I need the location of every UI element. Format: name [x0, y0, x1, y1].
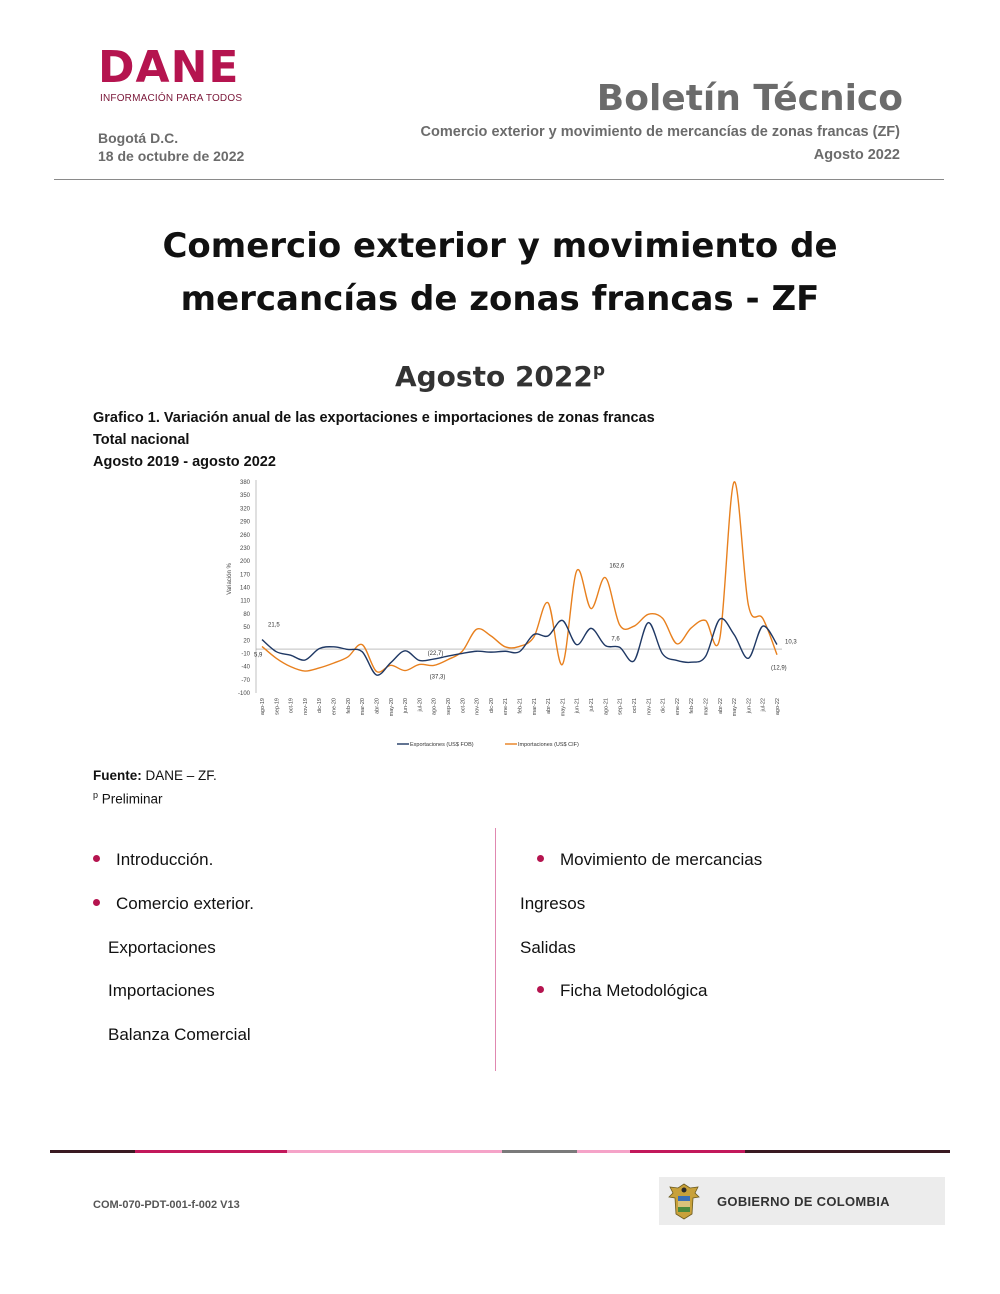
y-tick-label: -10	[241, 651, 250, 658]
x-tick-label: oct-20	[460, 698, 467, 714]
x-tick-label: nov-19	[302, 698, 309, 715]
x-tick-label: ene-20	[331, 698, 338, 716]
footer-bar-segment	[630, 1150, 745, 1153]
dane-logo-tagline: INFORMACIÓN PARA TODOS	[100, 93, 243, 104]
x-tick-label: jul-21	[589, 698, 596, 712]
bulletin-subtitle: Comercio exterior y movimiento de mercancías de zonas francas (ZF)	[420, 124, 900, 140]
x-tick-label: ago-21	[603, 698, 610, 716]
toc-item-label: Ficha Metodológica	[560, 981, 708, 1000]
y-tick-label: -100	[237, 691, 250, 697]
legend-label: Exportaciones (US$ FOB)	[410, 742, 474, 748]
x-tick-label: sep-19	[274, 698, 281, 715]
data-label: 10,3	[785, 639, 797, 646]
footer-bar-segment	[135, 1150, 287, 1153]
x-tick-label: oct-21	[631, 698, 638, 714]
preliminary-sup: p	[93, 790, 99, 800]
source-note	[93, 768, 217, 783]
y-tick-label: 380	[239, 480, 250, 486]
footer-bar-segment	[745, 1150, 950, 1153]
x-tick-label: ene-21	[503, 698, 510, 716]
period-title-text: Agosto 2022	[394, 360, 593, 393]
y-tick-label: 230	[239, 545, 250, 552]
toc-item[interactable]	[537, 850, 762, 870]
x-tick-label: mar-21	[531, 698, 538, 716]
x-tick-label: dic-20	[488, 698, 495, 713]
bullet-icon	[537, 855, 544, 862]
y-tick-label: 140	[239, 585, 250, 592]
page-title	[100, 220, 900, 326]
toc-item-label: Balanza Comercial	[108, 1025, 251, 1044]
publication-date: 18 de octubre de 2022	[98, 148, 245, 164]
dane-logo: DANE	[98, 42, 240, 93]
source-text: DANE – ZF.	[141, 768, 217, 783]
bulletin-title: Boletín Técnico	[596, 78, 903, 119]
toc-item[interactable]	[537, 981, 707, 1001]
toc-item-label: Ingresos	[520, 894, 586, 913]
x-tick-label: jun-21	[574, 698, 581, 714]
x-tick-label: mar-22	[703, 698, 710, 716]
chart-caption-line-3: Agosto 2019 - agosto 2022	[93, 454, 276, 470]
toc-item[interactable]	[93, 894, 254, 914]
data-label: 5,9	[254, 652, 263, 659]
preliminary-text: Preliminar	[98, 791, 163, 807]
x-tick-label: abr-21	[546, 698, 553, 714]
period-title-sup: p	[592, 360, 606, 381]
y-tick-label: -40	[241, 664, 250, 671]
y-tick-label: 290	[239, 519, 250, 526]
toc-divider	[495, 828, 496, 1071]
x-tick-label: feb-21	[517, 698, 524, 714]
document-code: COM-070-PDT-001-f-002 V13	[93, 1199, 240, 1211]
bullet-icon	[93, 855, 100, 862]
toc-item-label: Importaciones	[108, 981, 215, 1000]
y-tick-label: 200	[239, 559, 250, 566]
line-chart	[222, 474, 797, 754]
y-tick-label: 260	[239, 532, 250, 539]
x-tick-label: jun-22	[746, 698, 753, 714]
x-tick-label: feb-20	[345, 698, 352, 714]
x-tick-label: ene-22	[674, 698, 681, 716]
toc-item-label: Salidas	[520, 938, 576, 957]
toc-item[interactable]	[108, 981, 215, 1001]
x-tick-label: sep-20	[445, 698, 452, 715]
colombia-coat-of-arms-icon	[665, 1181, 703, 1221]
footer-bar-segment	[287, 1150, 502, 1153]
page-title-line-1: Comercio exterior y movimiento de	[162, 226, 838, 266]
x-tick-label: may-20	[388, 698, 395, 717]
y-tick-label: 170	[239, 572, 250, 579]
x-tick-label: abr-22	[717, 698, 724, 714]
x-tick-label: sep-21	[617, 698, 624, 715]
data-label: 7,6	[611, 636, 620, 643]
period-title	[100, 360, 900, 393]
footer-bar-segment	[577, 1150, 630, 1153]
y-tick-label: 50	[243, 625, 250, 632]
chart-caption-line-2: Total nacional	[93, 432, 190, 448]
x-tick-label: may-22	[732, 698, 739, 717]
y-tick-label: 20	[243, 638, 250, 645]
toc-item[interactable]	[108, 938, 216, 958]
x-tick-label: dic-21	[660, 698, 667, 713]
toc-item-label: Exportaciones	[108, 938, 216, 957]
x-tick-label: jul-22	[760, 698, 767, 712]
y-tick-label: -70	[241, 677, 250, 684]
bullet-icon	[537, 986, 544, 993]
data-label: 162,6	[609, 563, 625, 570]
data-label: (12,9)	[771, 665, 787, 672]
x-tick-label: ago-20	[431, 698, 438, 716]
preliminary-note	[93, 790, 163, 807]
x-tick-label: oct-19	[288, 698, 295, 714]
toc-item[interactable]	[108, 1025, 251, 1045]
government-label: GOBIERNO DE COLOMBIA	[717, 1194, 890, 1209]
bullet-icon	[93, 899, 100, 906]
toc-item[interactable]	[520, 894, 585, 914]
bulletin-period: Agosto 2022	[813, 147, 900, 163]
y-tick-label: 320	[239, 506, 250, 513]
chart-caption-line-1: Grafico 1. Variación anual de las exportaciones e importaciones de zonas francas	[93, 410, 655, 426]
toc-item-label: Introducción.	[116, 850, 214, 869]
x-tick-label: jun-20	[403, 698, 410, 714]
data-label: (22,7)	[427, 651, 444, 658]
footer-bar-segment	[502, 1150, 577, 1153]
x-tick-label: mar-20	[360, 698, 367, 716]
city-label: Bogotá D.C.	[98, 130, 179, 146]
toc-item[interactable]	[520, 938, 576, 958]
y-axis-label: Variación %	[227, 563, 233, 595]
y-tick-label: 80	[243, 611, 250, 618]
x-tick-label: jul-20	[417, 698, 424, 712]
x-tick-label: feb-22	[689, 698, 696, 714]
y-tick-label: 350	[239, 493, 250, 500]
x-tick-label: ago-19	[260, 698, 266, 716]
y-tick-label: 110	[240, 598, 250, 605]
x-tick-label: dic-19	[317, 698, 324, 713]
page-title-line-2: mercancías de zonas francas - ZF	[180, 279, 820, 319]
legend-label: Importaciones (US$ CIF)	[518, 742, 579, 748]
x-tick-label: nov-20	[474, 698, 481, 715]
toc-item-label: Comercio exterior.	[116, 894, 254, 913]
x-tick-label: may-21	[560, 698, 567, 717]
x-tick-label: ago-22	[775, 698, 781, 716]
data-label: (37,3)	[429, 674, 446, 681]
source-label: Fuente:	[93, 768, 142, 783]
toc-item-label: Movimiento de mercancias	[560, 850, 763, 869]
footer-bar-segment	[50, 1150, 135, 1153]
toc-item[interactable]	[93, 850, 213, 870]
series-line-importaciones	[262, 482, 777, 672]
x-tick-label: abr-20	[374, 698, 381, 714]
x-tick-label: nov-21	[646, 698, 653, 715]
data-label: 21,5	[268, 622, 280, 629]
header-divider	[54, 179, 944, 180]
